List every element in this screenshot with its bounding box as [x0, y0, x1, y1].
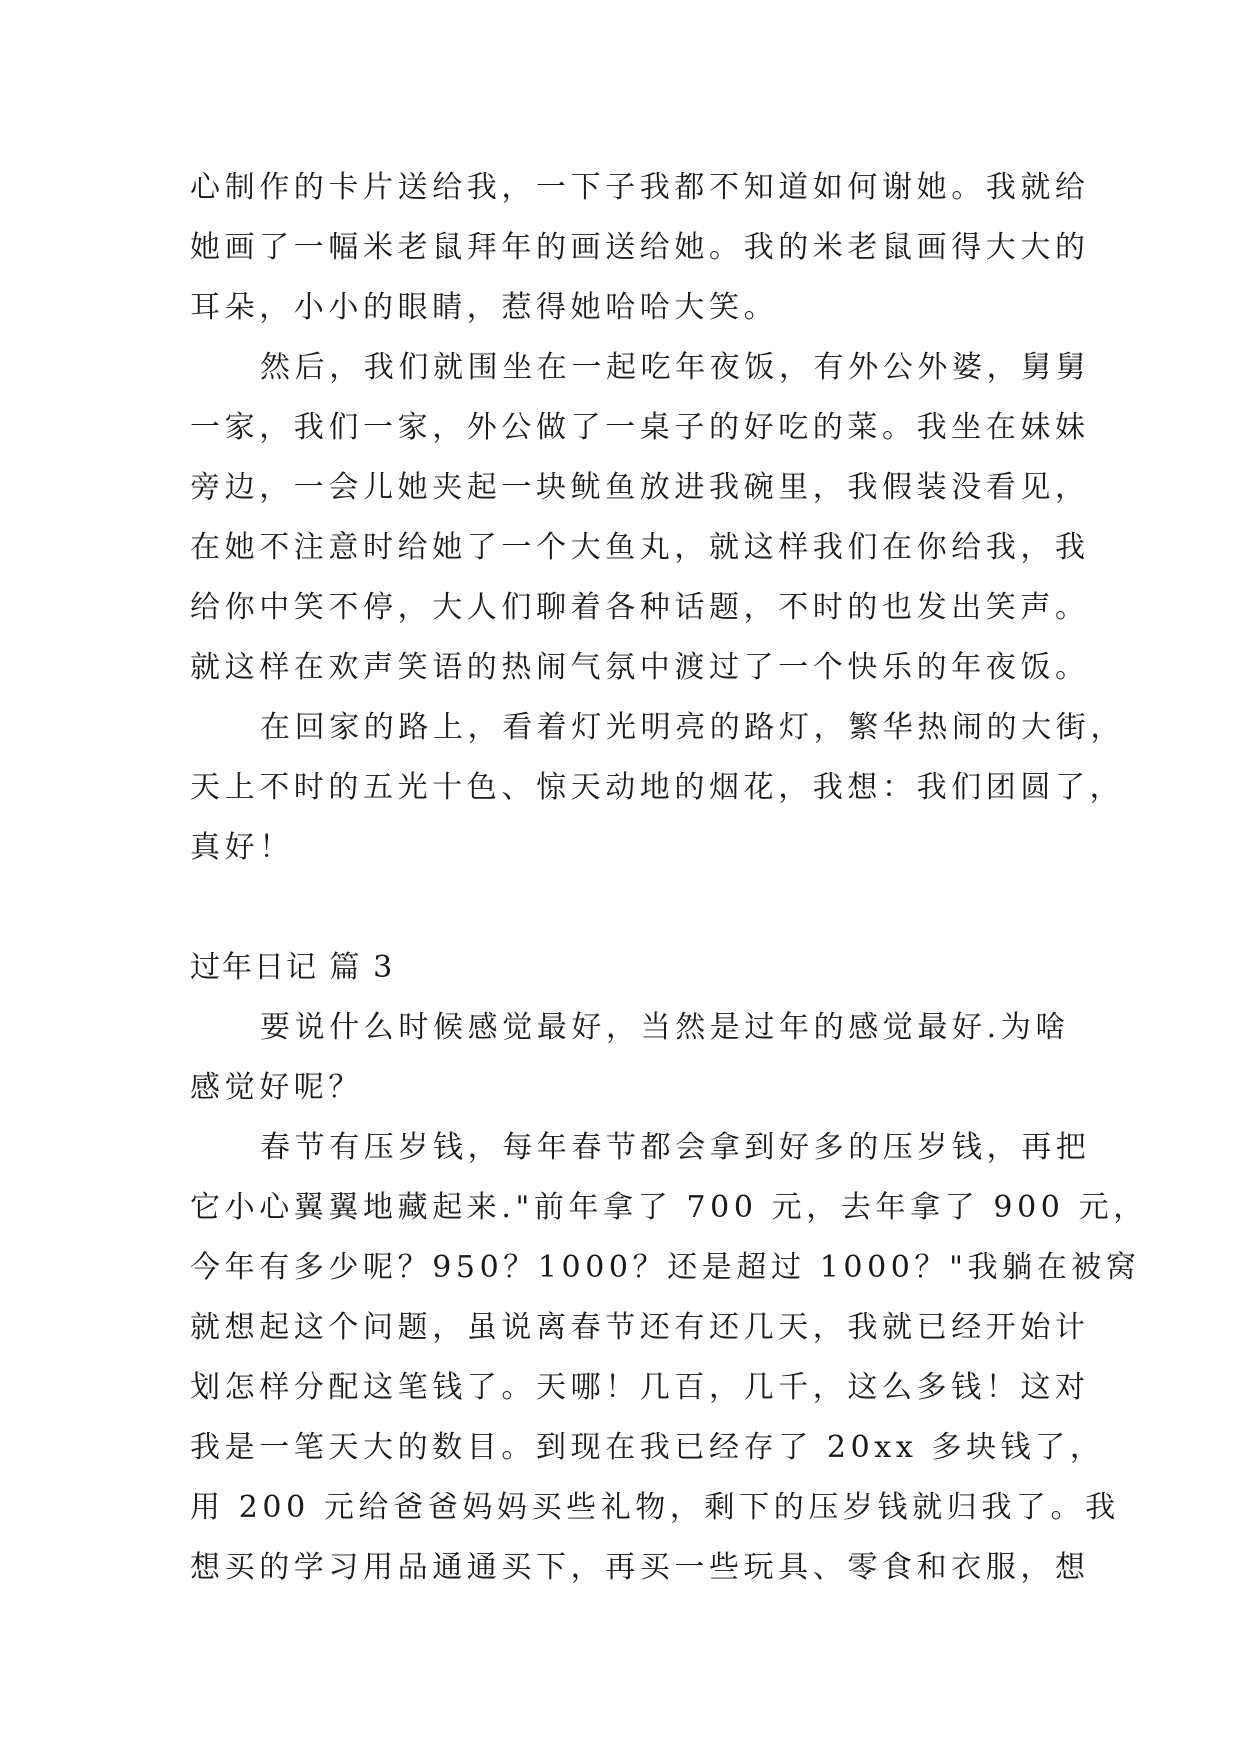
text-line: 真好！ — [190, 830, 294, 865]
text-line: 要说什么时候感觉最好，当然是过年的感觉最好.为啥 — [260, 1010, 1070, 1045]
text-line: 她画了一幅米老鼠拜年的画送给她。我的米老鼠画得大大的 — [190, 230, 1090, 265]
text-line: 给你中笑不停，大人们聊着各种话题，不时的也发出笑声。 — [190, 590, 1090, 625]
text-line: 然后，我们就围坐在一起吃年夜饭，有外公外婆，舅舅 — [260, 350, 1091, 385]
text-line: 感觉好呢？ — [190, 1070, 363, 1105]
section-heading: 过年日记 篇 3 — [190, 950, 395, 985]
text-line: 耳朵，小小的眼睛，惹得她哈哈大笑。 — [190, 290, 779, 325]
text-line: 一家，我们一家，外公做了一桌子的好吃的菜。我坐在妹妹 — [190, 410, 1090, 445]
text-line: 就想起这个问题，虽说离春节还有还几天，我就已经开始计 — [190, 1310, 1090, 1345]
text-line: 想买的学习用品通通买下，再买一些玩具、零食和衣服，想 — [190, 1550, 1090, 1585]
text-line: 在回家的路上，看着灯光明亮的路灯，繁华热闹的大街， — [260, 710, 1125, 745]
text-line: 旁边，一会儿她夹起一块鱿鱼放进我碗里，我假装没看见， — [190, 470, 1090, 505]
text-line: 今年有多少呢？950？1000？还是超过 1000？"我躺在被窝 — [190, 1250, 1141, 1285]
text-line: 春节有压岁钱，每年春节都会拿到好多的压岁钱，再把 — [260, 1130, 1091, 1165]
text-line: 心制作的卡片送给我，一下子我都不知道如何谢她。我就给 — [190, 170, 1090, 205]
text-line: 用 200 元给爸爸妈妈买些礼物，剩下的压岁钱就归我了。我 — [190, 1490, 1120, 1525]
text-line: 在她不注意时给她了一个大鱼丸，就这样我们在你给我，我 — [190, 530, 1090, 565]
text-line: 天上不时的五光十色、惊天动地的烟花，我想：我们团圆了， — [190, 770, 1125, 805]
text-line: 它小心翼翼地藏起来."前年拿了 700 元，去年拿了 900 元， — [190, 1190, 1148, 1225]
text-line: 划怎样分配这笔钱了。天哪！几百，几千，这么多钱！这对 — [190, 1370, 1090, 1405]
text-line: 我是一笔天大的数目。到现在我已经存了 20xx 多块钱了， — [190, 1430, 1105, 1465]
text-line: 就这样在欢声笑语的热闹气氛中渡过了一个快乐的年夜饭。 — [190, 650, 1090, 685]
